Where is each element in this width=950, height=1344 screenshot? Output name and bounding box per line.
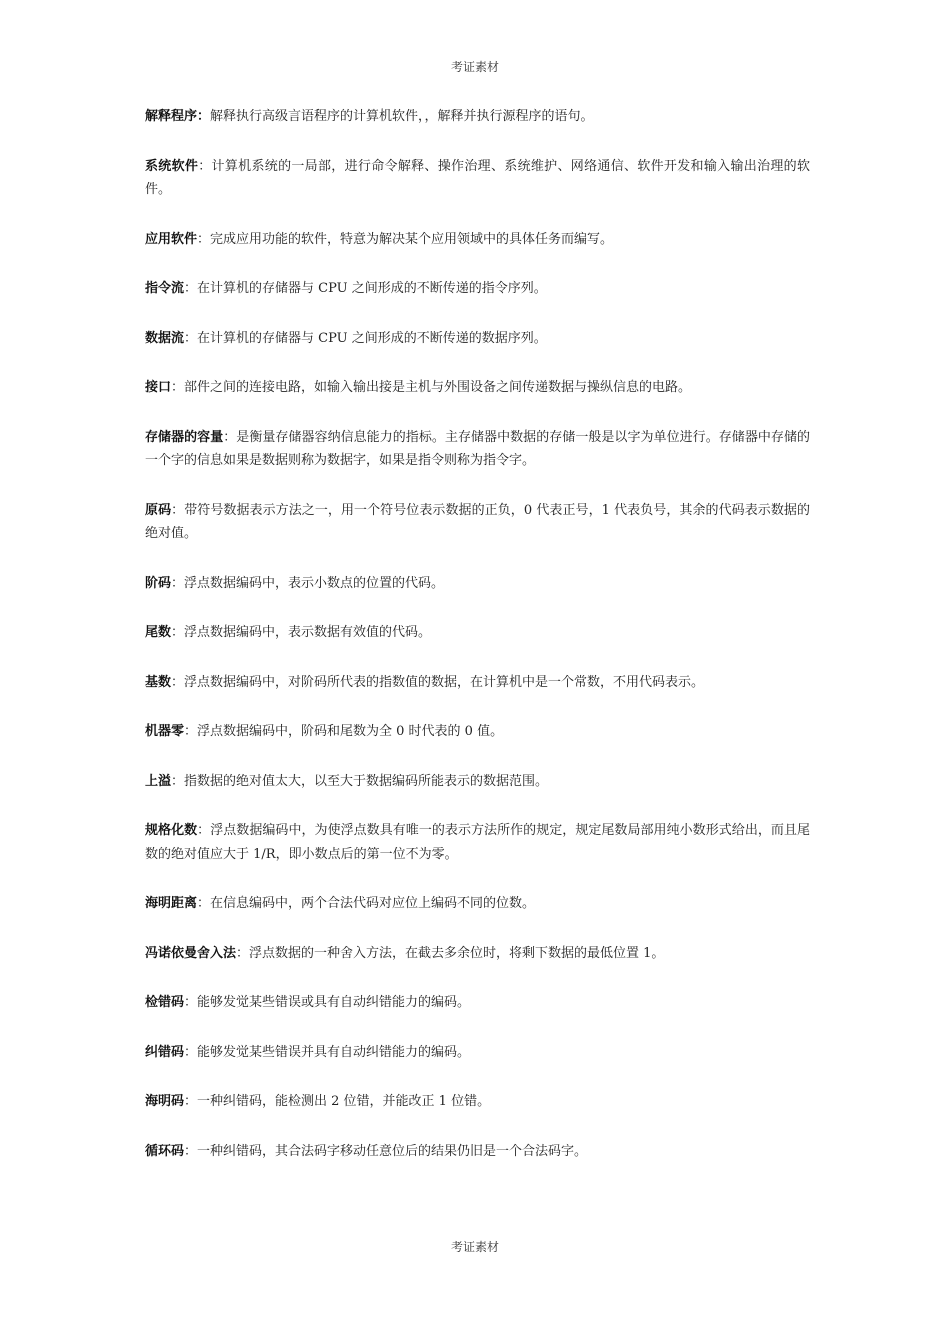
entry-machine-zero (145, 720, 810, 744)
definition: ：浮点数据的一种舍入方法，在截去多余位时，将剩下数据的最低位置 1。 (236, 945, 665, 961)
entry-application-software (145, 228, 810, 252)
definition: ：浮点数据编码中，对阶码所代表的指数值的数据，在计算机中是一个常数，不用代码表示。 (171, 674, 705, 690)
definition: 解释执行高级言语程序的计算机软件，，解释并执行源程序的语句。 (210, 109, 594, 124)
term: 海明距离 (145, 896, 198, 911)
term: 接口 (145, 380, 172, 395)
entry-system-software (145, 155, 810, 202)
definition: ：部件之间的连接电路，如输入输出接是主机与外围设备之间传递数据与操纵信息的电路。 (171, 380, 692, 395)
definition: ：浮点数据编码中，表示数据有效值的代码。 (171, 625, 432, 640)
term: 上溢 (145, 773, 172, 789)
term: 阶码 (145, 575, 172, 591)
page-header: 考证素材 (450, 60, 499, 74)
term: 系统软件 (145, 158, 199, 174)
term: 数据流 (145, 330, 185, 346)
term: 应用软件 (145, 231, 198, 247)
term: 冯诺依曼舍入法 (145, 945, 237, 961)
entry-memory-capacity (145, 426, 810, 473)
definition: ：指数据的绝对值太大，以至大于数据编码所能表示的数据范围。 (171, 773, 549, 789)
term: 机器零 (145, 724, 185, 739)
definition: ：在信息编码中，两个合法代码对应位上编码不同的位数。 (197, 896, 536, 911)
entry-cyclic-code (145, 1140, 810, 1164)
term: 存储器的容量 (145, 429, 224, 445)
entry-exponent (145, 572, 810, 596)
definition: ：计算机系统的一局部，进行命令解释、操作治理、系统维护、网络通信、软件开发和输入输出治理的软件。 (145, 158, 810, 197)
definition: ：一种纠错码，其合法码字移动任意位后的结果仍旧是一个合法码字。 (184, 1143, 588, 1159)
definition: ：能够发觉某些错误或具有自动纠错能力的编码。 (184, 995, 471, 1010)
definition: ：带符号数据表示方法之一，用一个符号位表示数据的正负，0 代表正号，1 代表负号，其余的代码表示数据的绝对值。 (145, 502, 810, 541)
entry-sign-magnitude (145, 499, 810, 546)
entry-interface (145, 376, 810, 400)
definition: ：浮点数据编码中，表示小数点的位置的代码。 (171, 575, 445, 591)
definition: ：在计算机的存储器与 CPU 之间形成的不断传递的指令序列。 (184, 281, 547, 296)
term: 海明码 (145, 1094, 185, 1109)
entry-hamming-code (145, 1090, 810, 1114)
term: 循环码 (145, 1143, 185, 1159)
definition: ：在计算机的存储器与 CPU 之间形成的不断传递的数据序列。 (184, 330, 547, 346)
term: 解释程序： (145, 109, 211, 124)
term: 尾数 (145, 625, 172, 640)
glossary-body (145, 105, 810, 1189)
entry-radix (145, 671, 810, 695)
term: 检错码 (145, 995, 185, 1010)
entry-hamming-distance (145, 892, 810, 916)
term: 规格化数 (145, 823, 198, 838)
entry-mantissa (145, 621, 810, 645)
entry-von-neumann-rounding (145, 942, 810, 966)
term: 指令流 (145, 281, 185, 296)
entry-data-stream (145, 327, 810, 351)
page-footer: 考证素材 (450, 1240, 499, 1254)
entry-instruction-stream (145, 277, 810, 301)
definition: ：浮点数据编码中，为使浮点数具有唯一的表示方法所作的规定，规定尾数局部用纯小数形式给出，而且尾数的绝对值应大于 1/R，即小数点后的第一位不为零。 (145, 823, 810, 862)
entry-overflow (145, 770, 810, 794)
term: 纠错码 (145, 1044, 185, 1060)
definition: ：浮点数据编码中，阶码和尾数为全 0 时代表的 0 值。 (184, 724, 504, 739)
entry-normalized-number (145, 819, 810, 866)
term: 原码 (145, 502, 172, 518)
definition: ：一种纠错码，能检测出 2 位错，并能改正 1 位错。 (184, 1094, 491, 1109)
entry-error-detecting-code (145, 991, 810, 1015)
definition: ：能够发觉某些错误并具有自动纠错能力的编码。 (184, 1044, 471, 1060)
definition: ：是衡量存储器容纳信息能力的指标。主存储器中数据的存储一般是以字为单位进行。存储器中存储的一个字的信息如果是数据则称为数据字，如果是指令则称为指令字。 (145, 429, 810, 468)
entry-interpreter (145, 105, 810, 129)
definition: ：完成应用功能的软件，特意为解决某个应用领域中的具体任务而编写。 (197, 231, 614, 247)
term: 基数 (145, 674, 172, 690)
entry-error-correcting-code (145, 1041, 810, 1065)
